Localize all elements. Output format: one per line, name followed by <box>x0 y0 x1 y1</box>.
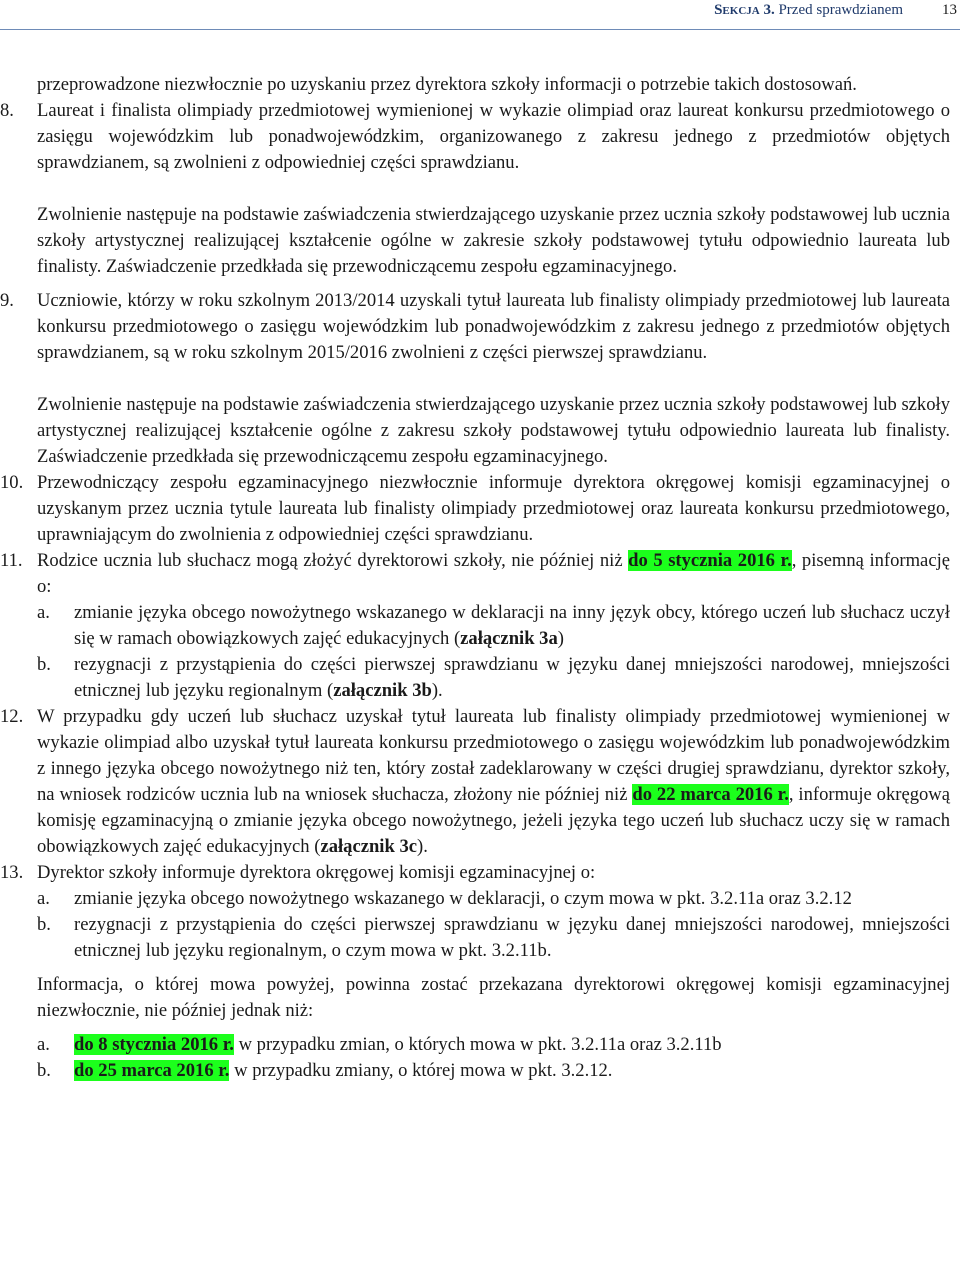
deadline-highlight: do 8 stycznia 2016 r. <box>74 1034 234 1055</box>
item-12-text-before: W przypadku gdy uczeń lub słuchacz uzyskał tytuł laureata lub finalisty olimpiady przedmiotowej wymienionej w wykazie olimpiad albo uzyskał tytuł laureata konkursu przedmiotowego o zasięgu wojewódzkim lub ponadwojewódzkim z innego języka obcego nowożytnego niż ten, który został zadeklarowany w części drugiej sprawdzianu, dyrektor szkoły, na wniosek rodziców ucznia lub na wniosek słuchacza, złożony nie później niż <box>37 706 950 805</box>
sub-text <box>74 600 950 652</box>
item-number: 8. <box>0 100 14 121</box>
section-title: Przed sprawdzianem <box>778 2 903 18</box>
sub-text <box>74 1058 950 1084</box>
item-number: 13. <box>0 862 24 883</box>
sub-text <box>74 1032 950 1058</box>
sub-label: a. <box>37 888 50 909</box>
item-12 <box>0 704 950 860</box>
item-text: Uczniowie, którzy w roku szkolnym 2013/2014 uzyskali tytuł laureata lub finalisty olimpiady przedmiotowej lub laureata konkursu przedmiotowego o zasięgu wojewódzkim lub ponadwojewódzkim z zakresu jednego z przedmiotów objętych sprawdzianem, są w roku szkolnym 2015/2016 zwolnieni z części pierwszej sprawdzianu. <box>37 290 950 363</box>
item-text <box>37 704 950 860</box>
sub-text: zmianie języka obcego nowożytnego wskazanego w deklaracji, o czym mowa w pkt. 3.2.11a oraz 3.2.12 <box>74 888 852 909</box>
item-text <box>37 548 950 600</box>
item-12-text-after: , informuje okręgową komisję egzaminacyjną o zmianie języka obcego nowożytnego, jeżeli języka tego uczeń lub słuchacz uczy się w ramach obowiązkowych zajęć edukacyjnych ( <box>37 784 950 857</box>
spacer <box>37 366 950 392</box>
sub-label: b. <box>37 1060 51 1081</box>
item-13-b <box>37 912 950 964</box>
item-text: Dyrektor szkoły informuje dyrektora okręgowej komisji egzaminacyjnej o: <box>37 862 596 883</box>
deadline-text: w przypadku zmiany, o której mowa w pkt. 3.2.12. <box>229 1060 613 1081</box>
sub-label: b. <box>37 914 51 935</box>
document-body <box>0 72 950 1084</box>
item-13 <box>0 860 950 886</box>
item-10 <box>0 470 950 548</box>
sub-label: b. <box>37 654 51 675</box>
item-11-a <box>37 600 950 652</box>
deadline-a <box>37 1032 950 1058</box>
sub-text-close: ) <box>557 628 564 649</box>
spacer <box>37 176 950 202</box>
item-number: 11. <box>0 550 23 571</box>
sub-text-body: rezygnacji z przystąpienia do części pierwszej sprawdzianu w języku danej mniejszości narodowej, mniejszości etnicznej lub języku regionalnym ( <box>74 654 950 701</box>
paragraph-7-tail: przeprowadzone niezwłocznie po uzyskaniu przez dyrektora szkoły informacji o potrzebie takich dostosowań. <box>37 74 857 95</box>
deadline-highlight: do 25 marca 2016 r. <box>74 1060 230 1081</box>
page-number: 13 <box>942 2 957 18</box>
item-number: 10. <box>0 472 24 493</box>
item-13-a <box>37 886 950 912</box>
running-header <box>714 1 903 19</box>
sub-text <box>74 652 950 704</box>
attachment-ref: załącznik 3a <box>460 628 558 649</box>
page-header <box>0 0 960 30</box>
item-text: Laureat i finalista olimpiady przedmiotowej wymienionej w wykazie olimpiad oraz laureat konkursu przedmiotowego o zasięgu wojewódzkim lub ponadwojewódzkim, organizowanego z zakresu jednego z przedmiotów objętych sprawdzianem, są zwolnieni z odpowiedniej części sprawdzianu. <box>37 100 950 173</box>
attachment-ref: załącznik 3c <box>320 836 418 857</box>
item-11-b <box>37 652 950 704</box>
sub-label: a. <box>37 1034 50 1055</box>
spacer <box>37 964 950 972</box>
item-9 <box>0 288 950 366</box>
attachment-ref: załącznik 3b <box>333 680 432 701</box>
header-rule <box>0 29 960 30</box>
item-number: 9. <box>0 290 14 311</box>
sub-label: a. <box>37 602 50 623</box>
item-8-note: Zwolnienie następuje na podstawie zaświadczenia stwierdzającego uzyskanie przez ucznia szkoły podstawowej lub ucznia szkoły artystycznej realizującej kształcenie ogólne w zakresie szkoły podstawowej tytułu odpowiednio laureata lub finalisty. Zaświadczenie przedkłada się przewodniczącemu zespołu egzaminacyjnego. <box>37 204 950 277</box>
spacer <box>37 1024 950 1032</box>
deadline-text: w przypadku zmian, o których mowa w pkt. 3.2.11a oraz 3.2.11b <box>233 1034 722 1055</box>
item-13-info: Informacja, o której mowa powyżej, powinna zostać przekazana dyrektorowi okręgowej komisji egzaminacyjnej niezwłocznie, nie później jednak niż: <box>37 974 950 1021</box>
deadline-b <box>37 1058 950 1084</box>
deadline-highlight: do 22 marca 2016 r. <box>632 784 789 805</box>
sub-text-close: ). <box>431 680 443 701</box>
item-8 <box>0 98 950 176</box>
deadline-highlight: do 5 stycznia 2016 r. <box>628 550 792 571</box>
sub-text: rezygnacji z przystąpienia do części pierwszej sprawdzianu w języku danej mniejszości narodowej, mniejszości etnicznej lub języku regionalnym, o czym mowa w pkt. 3.2.11b. <box>74 914 950 961</box>
section-label: Sekcja 3. <box>714 2 775 18</box>
item-number: 12. <box>0 706 24 727</box>
sub-text-body: zmianie języka obcego nowożytnego wskazanego w deklaracji na inny język obcy, którego uczeń lub słuchacz uczył się w ramach obowiązkowych zajęć edukacyjnych ( <box>74 602 950 649</box>
item-11-text-after: , pisemną informację o: <box>37 550 950 597</box>
item-11 <box>0 548 950 600</box>
item-11-text-before: Rodzice ucznia lub słuchacz mogą złożyć dyrektorowi szkoły, nie później niż <box>37 550 629 571</box>
spacer <box>37 280 950 288</box>
item-text: Przewodniczący zespołu egzaminacyjnego niezwłocznie informuje dyrektora okręgowej komisji egzaminacyjnej o uzyskanym przez ucznia tytule laureata lub finalisty olimpiady przedmiotowej oraz laureata konkursu przedmiotowego, uprawniającym do zwolnienia z odpowiedniej części sprawdzianu. <box>37 472 950 545</box>
item-12-close: ). <box>417 836 428 857</box>
item-9-note: Zwolnienie następuje na podstawie zaświadczenia stwierdzającego uzyskanie przez ucznia szkoły podstawowej lub szkoły artystycznej realizującej kształcenie ogólne z zakresu szkoły podstawowej tytułu odpowiednio laureata lub finalisty. Zaświadczenie przedkłada się przewodniczącemu zespołu egzaminacyjnego. <box>37 394 950 467</box>
